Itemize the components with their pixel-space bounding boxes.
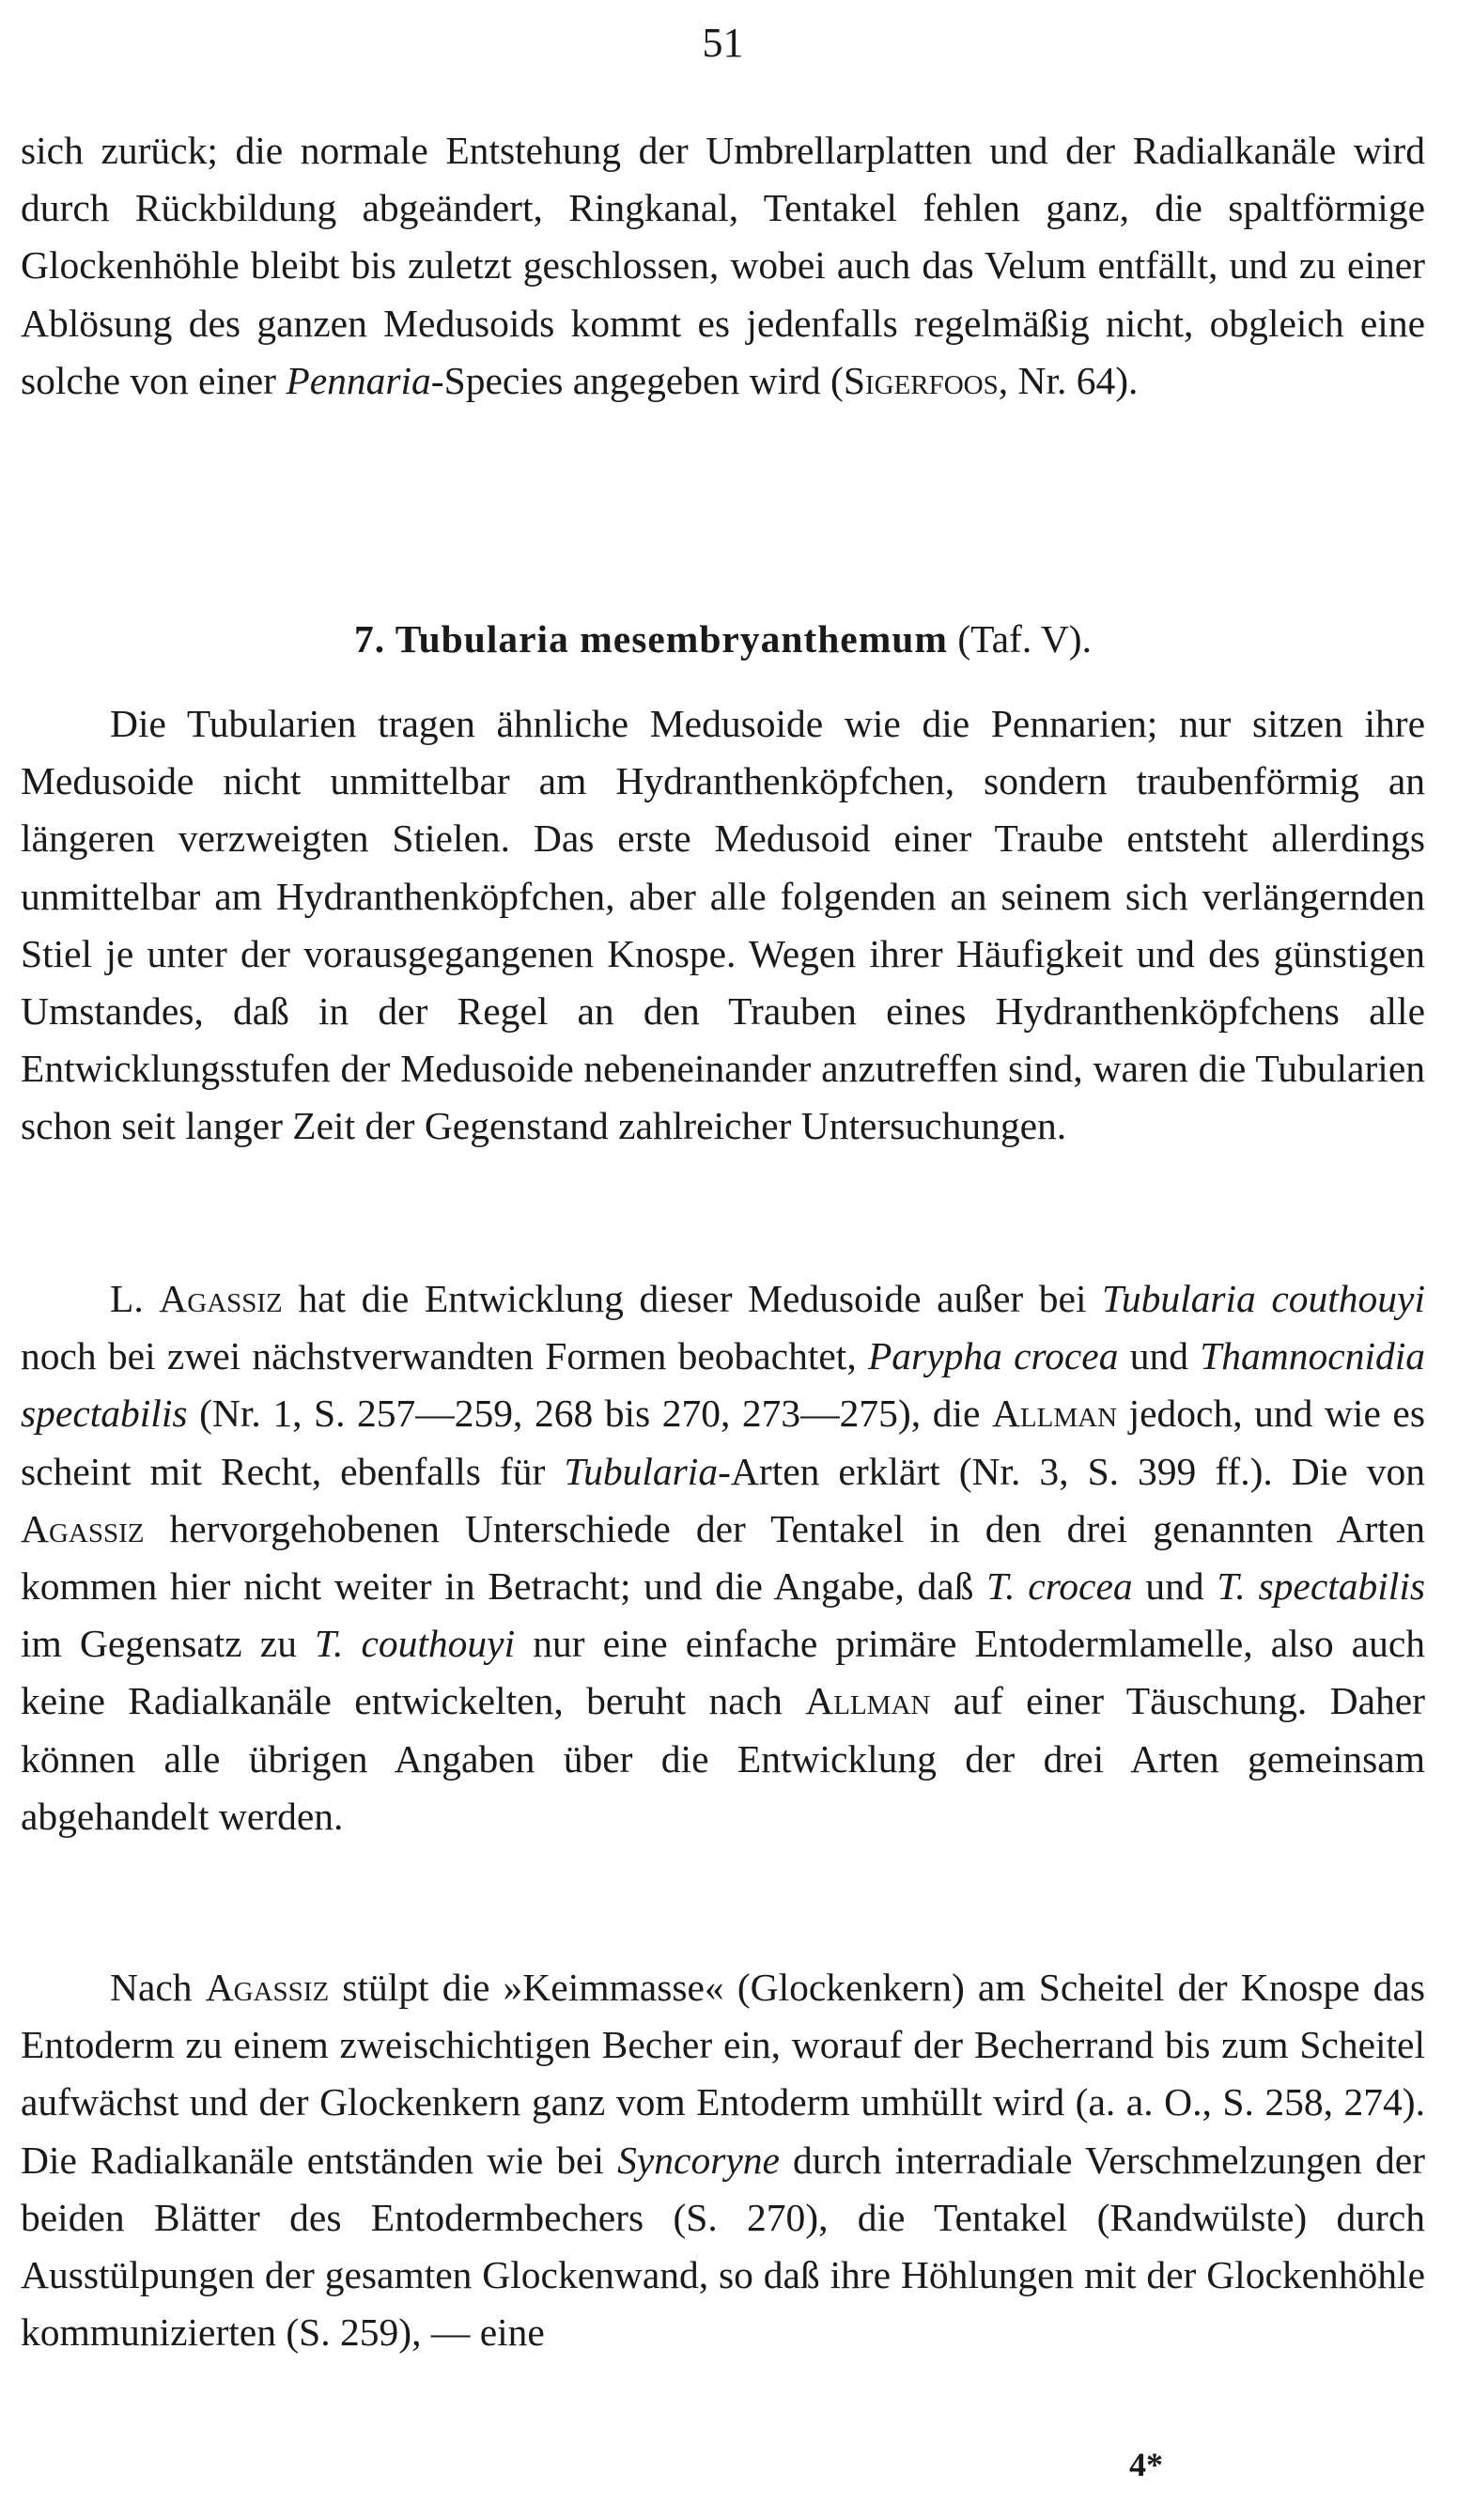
species-name: Parypha crocea [867, 1334, 1119, 1378]
paragraph-agassiz-observations [21, 1270, 1425, 1845]
text-run: -Species angegeben wird ( [430, 358, 844, 402]
genus-name: Pennaria [286, 358, 431, 402]
text-run: hat die Entwicklung dieser Medusoide außer bei [282, 1277, 1103, 1320]
genus-name: Tubularia [564, 1449, 719, 1493]
text-run: L. [110, 1277, 160, 1320]
author-name: Agassiz [159, 1277, 283, 1320]
author-name: Agassiz [21, 1506, 145, 1550]
author-name: Allman [805, 1679, 931, 1723]
section-title: 7. Tubularia mesembryanthemum [353, 617, 948, 661]
paragraph-continuation [21, 122, 1425, 410]
text-run: noch bei zwei nächstverwandten Formen beobachtet, [21, 1334, 868, 1378]
paragraph-tubularia-intro: Die Tubularien tragen ähnliche Medusoide wie die Pennarien; nur sitzen ihre Medusoide nicht unmittelbar am Hydranthenköpfchen, sondern traubenförmig an längeren verzweigten Stielen. Das erste Medusoid einer Traube entsteht allerdings unmittelbar am Hydranthenköpfchen, aber alle folgenden an seinem sich verlängernden Stiel je unter der vorausgegangenen Knospe. Wegen ihrer Häufigkeit und des günstigen Umstandes, daß in der Regel an den Trauben eines Hydranthenköpfchens alle Entwicklungsstufen der Medusoide nebeneinander anzutreffen sind, waren die Tubularien schon seit langer Zeit der Gegenstand zahlreicher Untersuchungen. [21, 702, 1425, 1148]
text-run: nur eine einfache primäre Entodermlamelle, also auch keine Radialkanäle entwickelten, beruht nach [21, 1622, 1425, 1723]
text-run: und [1132, 1564, 1218, 1609]
text-run: stülpt die »Keimmasse« (Glockenkern) am Scheitel der Knospe das Entoderm zu einem zweischichtigen Becher ein, worauf der Becherrand bis zum Scheitel aufwächst und der Glockenkern ganz vom Entoderm umhüllt wird (a. a. O., S. 258, 274). Die Radialkanäle entständen wie bei [21, 1966, 1425, 2182]
plate-reference: (Taf. V). [947, 617, 1093, 661]
author-name: Allman [991, 1392, 1118, 1436]
page-number: 51 [702, 20, 744, 66]
text-run: durch interradiale Verschmelzungen der beiden Blätter des Entodermbechers (S. 270), die Tentakel (Randwülste) durch Ausstülpungen der gesamten Glockenwand, so daß ihre Höhlungen mit der Glockenhöhle kommunizierten (S. 259), — eine [21, 2138, 1425, 2355]
species-name: T. crocea [986, 1564, 1133, 1609]
author-name: Sigerfoos [843, 358, 999, 402]
book-page [21, 0, 1425, 2520]
species-name: T. couthouyi [315, 1622, 516, 1666]
text-run: , Nr. 64). [998, 358, 1139, 402]
author-name: Agassiz [205, 1966, 330, 2009]
signature-mark: 4* [1129, 2446, 1163, 2483]
species-name: Thamnocnidia spectabilis [21, 1334, 1425, 1436]
text-run: hervorgehobenen Unterschiede der Tentakel in den drei genannten Arten kommen hier nicht weiter in Betracht; und die Angabe, daß [21, 1506, 1425, 1609]
section-heading [21, 611, 1425, 667]
text-run: jedoch, und wie es scheint mit Recht, ebenfalls für [21, 1392, 1425, 1493]
text-run: Nach [110, 1966, 206, 2009]
species-name: T. spectabilis [1217, 1564, 1426, 1609]
text-run: -Arten erklärt (Nr. 3, S. 399 ff.). Die von [718, 1449, 1425, 1493]
species-name: Tubularia couthouyi [1102, 1277, 1425, 1320]
text-run: und [1118, 1334, 1201, 1378]
text-run: im Gegensatz zu [21, 1622, 316, 1666]
text-run: (Nr. 1, S. 257—259, 268 bis 270, 273—275), die [187, 1392, 992, 1436]
paragraph-agassiz-development [21, 1959, 1425, 2361]
genus-name: Syncoryne [617, 2138, 780, 2182]
text-run: auf einer Täuschung. Daher können alle übrigen Angaben über die Entwicklung der drei Arten gemeinsam abgehandelt werden. [21, 1679, 1425, 1838]
text-run: sich zurück; die normale Entstehung der Umbrellarplatten und der Radialkanäle wird durch Rückbildung abgeändert, Ringkanal, Tentakel fehlen ganz, die spaltförmige Glockenhöhle bleibt bis zuletzt geschlossen, wobei auch das Velum entfällt, und zu einer Ablösung des ganzen Medusoids kommt es jedenfalls regelmäßig nicht, obgleich eine solche von einer [21, 129, 1425, 402]
